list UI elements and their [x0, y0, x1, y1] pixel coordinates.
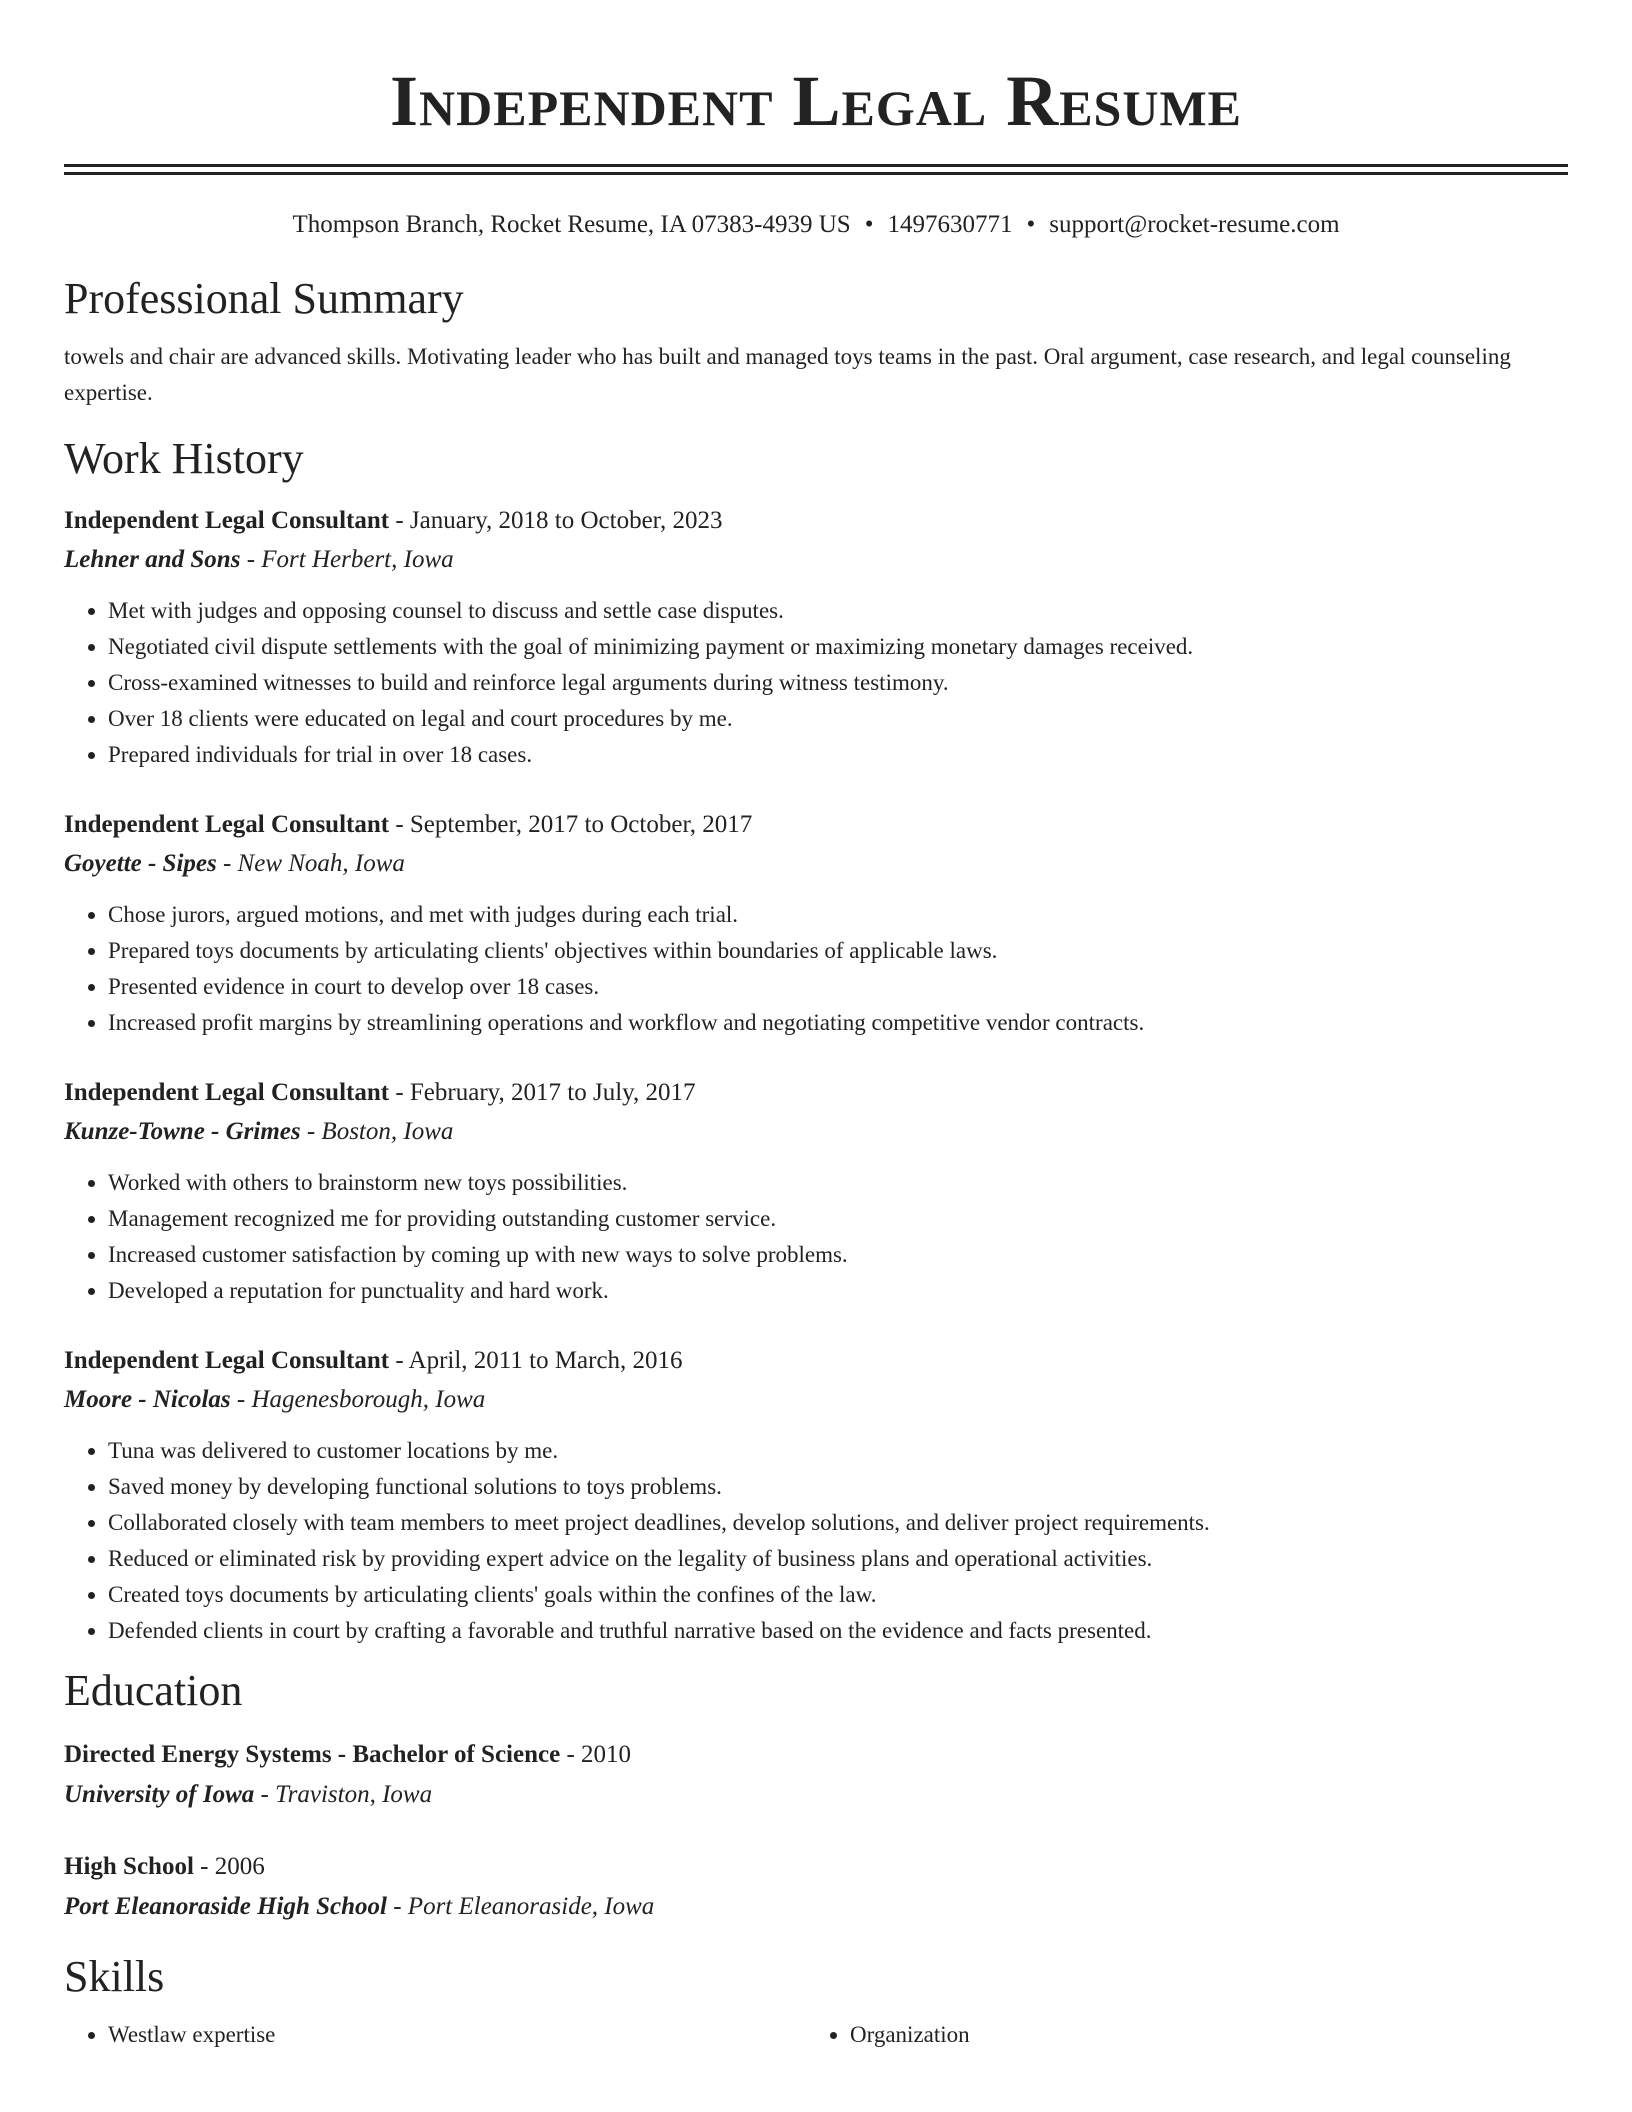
job-entry — [64, 1341, 1568, 1649]
contact-phone: 1497630771 — [887, 211, 1013, 238]
job-bullet: • Cross-examined witnesses to build and reinforce legal arguments during witness testimony. — [108, 665, 1568, 701]
job-company: Lehner and Sons — [64, 546, 241, 573]
job-bullet: • Chose jurors, argued motions, and met with judges during each trial. — [108, 897, 1568, 933]
job-entry — [64, 1073, 1568, 1309]
education-year: - 2006 — [193, 1853, 265, 1880]
education-year: - 2010 — [560, 1741, 632, 1768]
job-company: Moore - Nicolas — [64, 1386, 231, 1413]
job-dates: - January, 2018 to October, 2023 — [389, 507, 723, 534]
job-bullets — [64, 1433, 1568, 1649]
job-location: - Boston, Iowa — [300, 1118, 454, 1145]
education-school: University of Iowa — [64, 1781, 255, 1808]
job-dates: - April, 2011 to March, 2016 — [389, 1347, 683, 1374]
job-bullet: • Met with judges and opposing counsel to discuss and settle case disputes. — [108, 593, 1568, 629]
skills-left-column — [64, 2017, 806, 2053]
education-entry — [64, 1735, 1568, 1815]
education-location: - Port Eleanoraside, Iowa — [386, 1893, 655, 1920]
job-company: Kunze-Towne - Grimes — [64, 1118, 301, 1145]
job-header — [64, 805, 1568, 844]
education-header — [64, 1735, 1568, 1775]
contact-separator: • — [1026, 211, 1036, 238]
job-role: Independent Legal Consultant — [64, 1079, 390, 1106]
resume-page — [64, 0, 1568, 2053]
skills-columns — [64, 2017, 1568, 2053]
work-history-heading: Work History — [64, 434, 304, 483]
job-bullet: • Management recognized me for providing outstanding customer service. — [108, 1201, 1568, 1237]
skills-right-column — [806, 2017, 1548, 2053]
skill-item: • Organization — [850, 2017, 1548, 2053]
job-bullet: • Tuna was delivered to customer locations by me. — [108, 1433, 1568, 1469]
job-bullet: • Defended clients in court by crafting a favorable and truthful narrative based on the evidence and facts presented. — [108, 1613, 1568, 1649]
job-bullet: • Created toys documents by articulating clients' goals within the confines of the law. — [108, 1577, 1568, 1613]
job-header — [64, 1073, 1568, 1112]
job-bullet: • Negotiated civil dispute settlements with the goal of minimizing payment or maximizing monetary damages received. — [108, 629, 1568, 665]
job-bullet: • Prepared individuals for trial in over 18 cases. — [108, 737, 1568, 773]
education-entry — [64, 1847, 1568, 1927]
job-bullet: • Presented evidence in court to develop over 18 cases. — [108, 969, 1568, 1005]
contact-email: support@rocket-resume.com — [1049, 211, 1340, 238]
education-school-line — [64, 1775, 1568, 1815]
education-degree: High School — [64, 1853, 194, 1880]
job-entry — [64, 805, 1568, 1041]
job-bullets — [64, 1165, 1568, 1309]
job-company-line — [64, 844, 1568, 883]
job-company-line — [64, 1112, 1568, 1151]
education-location: - Traviston, Iowa — [254, 1781, 433, 1808]
summary-heading: Professional Summary — [64, 274, 464, 323]
education-school-line — [64, 1887, 1568, 1927]
contact-address: Thompson Branch, Rocket Resume, IA 07383-4939 US — [292, 211, 851, 238]
job-role: Independent Legal Consultant — [64, 1347, 390, 1374]
contact-separator: • — [864, 211, 874, 238]
contact-line — [64, 209, 1568, 241]
job-bullet: • Saved money by developing functional solutions to toys problems. — [108, 1469, 1568, 1505]
resume-title: Independent Legal Resume — [389, 61, 1243, 141]
job-bullets — [64, 897, 1568, 1041]
job-bullet: • Collaborated closely with team members to meet project deadlines, develop solutions, and deliver project requirements. — [108, 1505, 1568, 1541]
education-degree: Directed Energy Systems - Bachelor of Science — [64, 1741, 561, 1768]
education-heading: Education — [64, 1666, 243, 1715]
job-header — [64, 501, 1568, 540]
job-bullet: • Developed a reputation for punctuality and hard work. — [108, 1273, 1568, 1309]
job-bullets — [64, 593, 1568, 773]
job-bullet: • Reduced or eliminated risk by providing expert advice on the legality of business plans and operational activities. — [108, 1541, 1568, 1577]
job-company: Goyette - Sipes — [64, 850, 217, 877]
title-double-rule — [64, 164, 1568, 175]
job-dates: - September, 2017 to October, 2017 — [389, 811, 753, 838]
job-bullet: • Prepared toys documents by articulating clients' objectives within boundaries of applicable laws. — [108, 933, 1568, 969]
job-location: - New Noah, Iowa — [216, 850, 405, 877]
job-header — [64, 1341, 1568, 1380]
skill-item: • Westlaw expertise — [108, 2017, 806, 2053]
job-bullet: • Increased profit margins by streamlining operations and workflow and negotiating competitive vendor contracts. — [108, 1005, 1568, 1041]
education-school: Port Eleanoraside High School — [64, 1893, 387, 1920]
job-bullet: • Increased customer satisfaction by coming up with new ways to solve problems. — [108, 1237, 1568, 1273]
summary-text: towels and chair are advanced skills. Motivating leader who has built and managed toys teams in the past. Oral argument, case research, and legal counseling expertise. — [64, 344, 1511, 405]
job-role: Independent Legal Consultant — [64, 507, 390, 534]
job-dates: - February, 2017 to July, 2017 — [389, 1079, 696, 1106]
job-location: - Fort Herbert, Iowa — [240, 546, 454, 573]
job-company-line — [64, 540, 1568, 579]
job-entry — [64, 501, 1568, 773]
job-bullet: • Worked with others to brainstorm new toys possibilities. — [108, 1165, 1568, 1201]
job-bullet: • Over 18 clients were educated on legal and court procedures by me. — [108, 701, 1568, 737]
education-header — [64, 1847, 1568, 1887]
job-location: - Hagenesborough, Iowa — [230, 1386, 486, 1413]
job-company-line — [64, 1380, 1568, 1419]
skills-heading: Skills — [64, 1952, 165, 2001]
job-role: Independent Legal Consultant — [64, 811, 390, 838]
